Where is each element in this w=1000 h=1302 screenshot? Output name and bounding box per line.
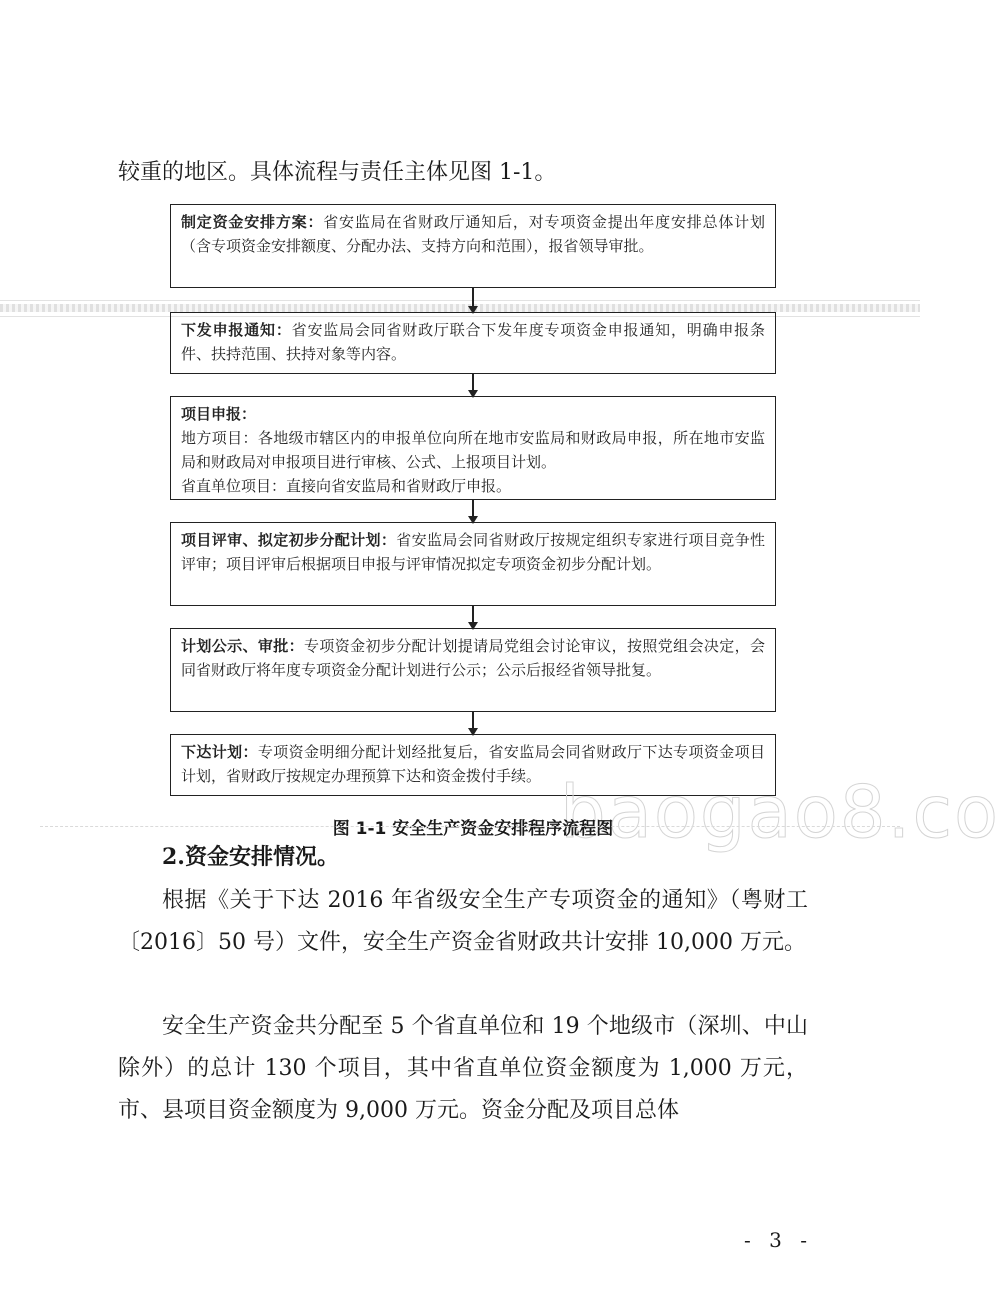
flow-arrow bbox=[472, 712, 474, 734]
page-number: - 3 - bbox=[744, 1228, 813, 1252]
flow-step-review bbox=[170, 522, 776, 606]
flow-arrow bbox=[472, 500, 474, 522]
flow-step-title: 下达计划： bbox=[181, 743, 258, 761]
watermark: baogao8.co bbox=[560, 770, 1000, 854]
flow-step-title: 制定资金安排方案： bbox=[181, 213, 324, 231]
flow-step-line-local: 地方项目：各地级市辖区内的申报单位向所在地市安监局和财政局申报，所在地市安监局和财政局对申报项目进行审核、公式、上报项目计划。 bbox=[181, 429, 765, 471]
flow-step-line-provincial: 省直单位项目：直接向省安监局和省财政厅申报。 bbox=[181, 477, 512, 495]
scan-artifact-line bbox=[0, 300, 920, 301]
flow-step-body: 专项资金明细分配计划经批复后，省安监局会同省财政厅下达专项资金项目计划，省财政厅按规定办理预算下达和资金拨付手续。 bbox=[181, 743, 765, 785]
flow-step-application bbox=[170, 396, 776, 500]
figure-caption: 图 1-1 安全生产资金安排程序流程图 bbox=[332, 819, 614, 839]
flow-step-title: 项目申报： bbox=[181, 405, 257, 423]
flow-step-title: 计划公示、审批： bbox=[181, 637, 305, 655]
body-paragraph: 安全生产资金共分配至 5 个省直单位和 19 个地级市（深圳、中山除外）的总计 130 个项目，其中省直单位资金额度为 1,000 万元，市、县项目资金额度为 9,000 万元。资金分配及项目总体 bbox=[118, 1014, 808, 1123]
flow-step-publicity bbox=[170, 628, 776, 712]
flow-step-plan bbox=[170, 204, 776, 288]
flow-step-title: 下发申报通知： bbox=[181, 321, 292, 339]
flow-step-body: 省安监局会同省财政厅按规定组织专家进行项目竞争性评审；项目评审后根据项目申报与评审情况拟定专项资金初步分配计划。 bbox=[181, 531, 765, 573]
scan-artifact-dashes bbox=[40, 826, 900, 827]
lead-paragraph: 较重的地区。具体流程与责任主体见图 1-1。 bbox=[118, 160, 557, 185]
flow-arrow bbox=[472, 606, 474, 628]
flow-step-body: 省安监局会同省财政厅联合下发年度专项资金申报通知，明确申报条件、扶持范围、扶持对象等内容。 bbox=[181, 321, 765, 363]
flow-arrow bbox=[472, 374, 474, 396]
section-heading: 2.资金安排情况。 bbox=[162, 844, 339, 870]
flow-arrow bbox=[472, 288, 474, 312]
flow-step-notice bbox=[170, 312, 776, 374]
flow-step-title: 项目评审、拟定初步分配计划： bbox=[181, 531, 397, 549]
body-paragraph: 根据《关于下达 2016 年省级安全生产专项资金的通知》（粤财工〔2016〕50 号）文件，安全生产资金省财政共计安排 10,000 万元。 bbox=[118, 888, 808, 955]
flow-step-body: 专项资金初步分配计划提请局党组会讨论审议，按照党组会决定，会同省财政厅将年度专项资金分配计划进行公示；公示后报经省领导批复。 bbox=[181, 637, 765, 679]
scan-artifact-band bbox=[0, 304, 920, 312]
flow-step-body: 省安监局在省财政厅通知后，对专项资金提出年度安排总体计划（含专项资金安排额度、分配办法、支持方向和范围），报省领导审批。 bbox=[181, 213, 765, 255]
